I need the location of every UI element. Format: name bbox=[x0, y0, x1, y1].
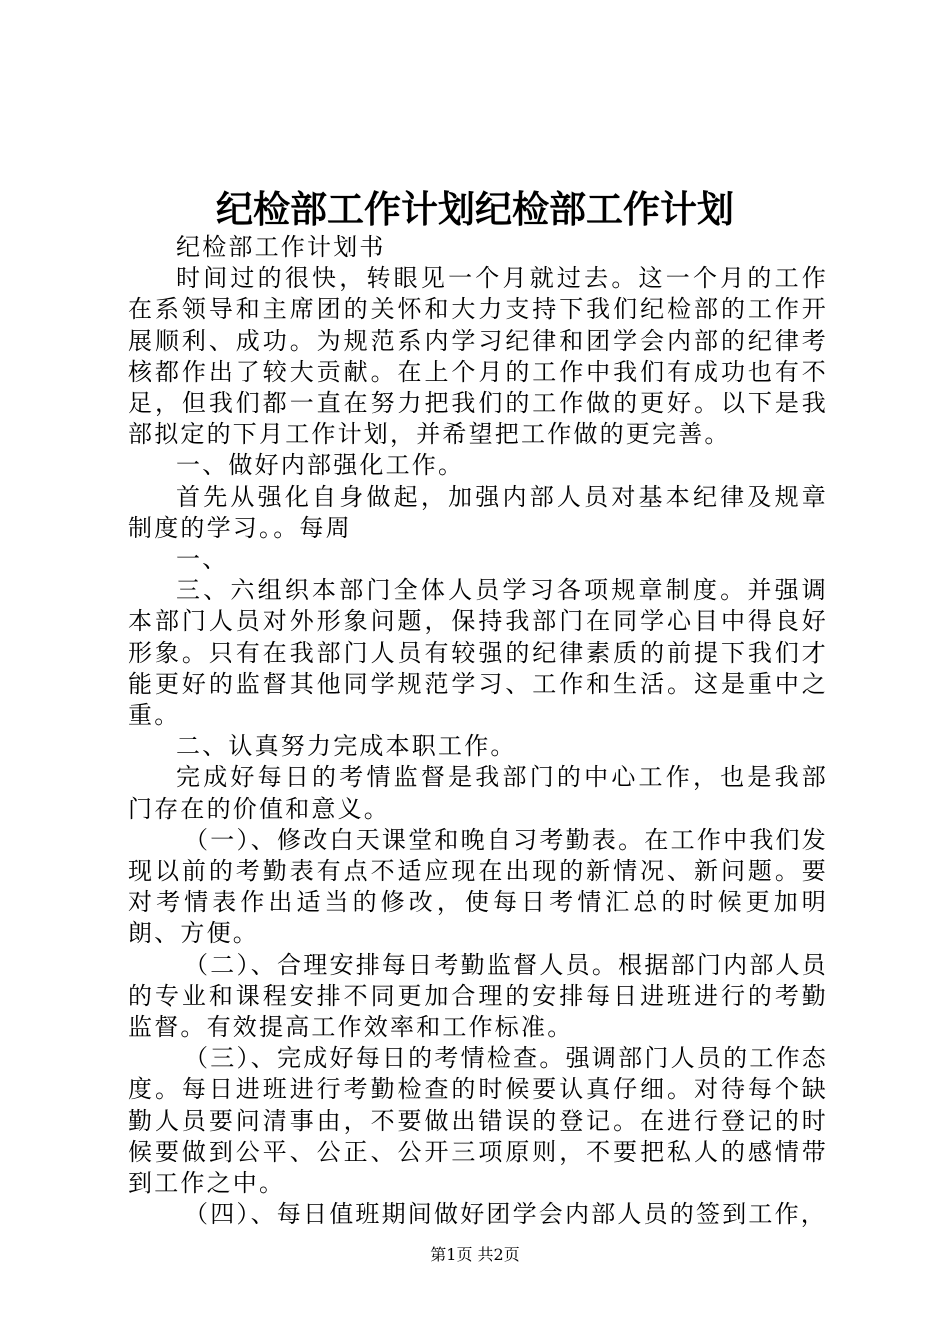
paragraph: （二）、合理安排每日考勤监督人员。根据部门内部人员的专业和课程安排不同更加合理的安排每日进班进行的考勤监督。有效提高工作效率和工作标准。 bbox=[128, 950, 828, 1042]
paragraph: （三）、完成好每日的考情检查。强调部门人员的工作态度。每日进班进行考勤检查的时候要认真仔细。对待每个缺勤人员要问清事由，不要做出错误的登记。在进行登记的时候要做到公平、公正、公开三项原则，不要把私人的感情带到工作之中。 bbox=[128, 1044, 828, 1198]
paragraph: 首先从强化自身做起，加强内部人员对基本纪律及规章制度的学习。。每周 bbox=[128, 482, 828, 542]
paragraph: 完成好每日的考情监督是我部门的中心工作，也是我部门存在的价值和意义。 bbox=[128, 763, 828, 823]
page-footer: 第1页 共2页 bbox=[430, 1245, 520, 1264]
section-heading: 二、认真努力完成本职工作。 bbox=[176, 732, 517, 761]
paragraph: 三、六组织本部门全体人员学习各项规章制度。并强调本部门人员对外形象问题，保持我部门在同学心目中得良好形象。只有在我部门人员有较强的纪律素质的前提下我们才能更好的监督其他同学规范学习、工作和生活。这是重中之重。 bbox=[128, 576, 828, 730]
paragraph: （四）、每日值班期间做好团学会内部人员的签到工作， bbox=[184, 1200, 827, 1229]
paragraph: 一、 bbox=[176, 545, 229, 574]
document-title: 纪检部工作计划纪检部工作计划 bbox=[216, 187, 734, 231]
paragraph: （一）、修改白天课堂和晚自习考勤表。在工作中我们发现以前的考勤表有点不适应现在出现的新情况、新问题。要对考情表作出适当的修改，使每日考情汇总的时候更加明朗、方便。 bbox=[128, 825, 828, 948]
paragraph: 纪检部工作计划书 bbox=[176, 233, 386, 261]
paragraph: 时间过的很快，转眼见一个月就过去。这一个月的工作在系领导和主席团的关怀和大力支持下我们纪检部的工作开展顺利、成功。为规范系内学习纪律和团学会内部的纪律考核都作出了较大贡献。在上个月的工作中我们有成功也有不足，但我们都一直在努力把我们的工作做的更好。以下是我部拟定的下月工作计划，并希望把工作做的更完善。 bbox=[128, 264, 828, 449]
section-heading: 一、做好内部强化工作。 bbox=[176, 451, 465, 480]
document-body bbox=[128, 232, 828, 1231]
